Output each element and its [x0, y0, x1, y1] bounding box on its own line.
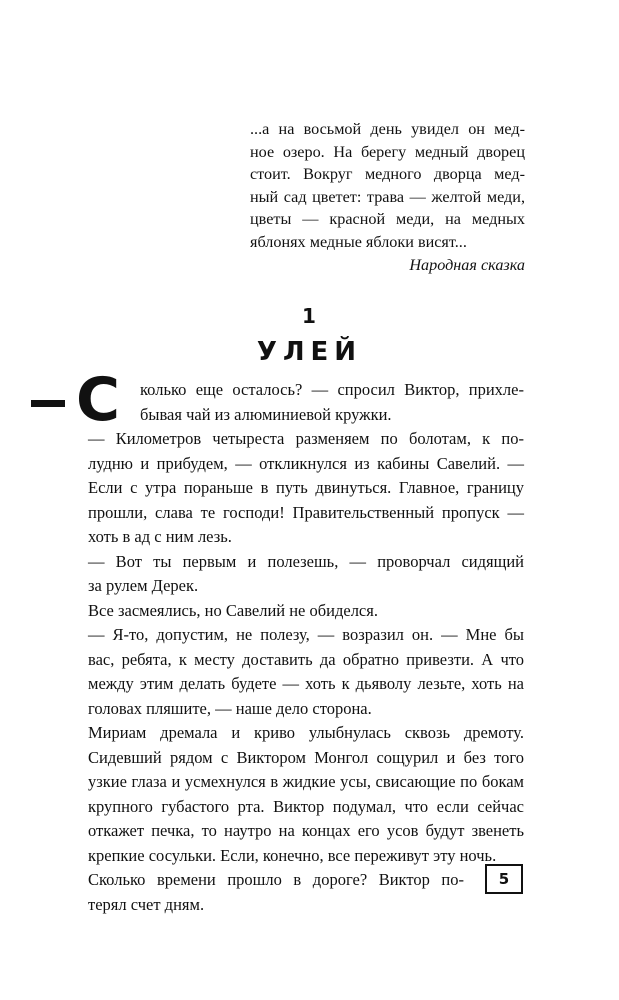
text-line: узкие глаза и усмехнулся в жидкие усы, свисающие по бокам — [88, 772, 524, 791]
text-line: Сколько времени прошло в дороге? Виктор по- — [88, 870, 464, 889]
epigraph-source: Народная сказка — [409, 255, 525, 274]
text-line: — Километров четыреста разменяем по болотам, к по- — [88, 429, 524, 448]
text-line: крупного губастого рта. Виктор подумал, что если сейчас — [88, 796, 524, 816]
epigraph-line: стоит. Вокруг медного дворца мед- — [250, 165, 525, 184]
dropcap-letter: С — [76, 365, 121, 435]
chapter-title: УЛЕЙ — [256, 337, 363, 367]
text-line: откажет печка, то наутро на концах его усов будут звенеть — [88, 821, 524, 840]
epigraph-line: яблонях медные яблоки висят... — [250, 232, 467, 251]
text-line: Все засмеялись, но Савелий не обиделся. — [88, 600, 378, 620]
epigraph — [250, 118, 525, 276]
text-line: между этим делать будете — хоть к дьяволу лезьте, хоть на — [88, 674, 524, 693]
epigraph-line: ...а на восьмой день увидел он мед- — [250, 120, 525, 138]
text-line: лудню и прибудем, — откликнулся из кабины Савелий. — — [88, 453, 524, 473]
epigraph-line: ный сад цветет: трава — желтой меди, — [250, 187, 525, 206]
chapter-number: 1 — [302, 304, 317, 328]
dropcap-dash — [31, 400, 65, 407]
text-line: — Вот ты первым и полезешь, — проворчал сидящий — [88, 551, 524, 571]
text-line: хоть в ад с ним лезь. — [88, 527, 232, 546]
epigraph-line: цветы — красной меди, на медных — [250, 210, 525, 229]
body-text — [88, 378, 524, 917]
text-line: бывая чай из алюминиевой кружки. — [140, 404, 392, 424]
text-line: вас, ребята, к месту доставить да обратно привезти. А что — [88, 649, 524, 669]
text-line: прошли, слава те господи! Правительственный пропуск — — [88, 502, 524, 522]
text-line: Мириам дремала и криво улыбнулась сквозь дремоту. — [88, 723, 524, 742]
epigraph-line: ное озеро. На берегу медный дворец — [250, 142, 525, 161]
text-line: Сидевший рядом с Виктором Монгол сощурил и без того — [88, 747, 524, 767]
text-line: колько еще осталось? — спросил Виктор, прихле- — [140, 380, 524, 399]
text-line: терял счет дням. — [88, 894, 205, 914]
text-line: крепкие сосульки. Если, конечно, все переживут эту ночь. — [88, 845, 497, 865]
text-line: за рулем Дерек. — [88, 576, 199, 595]
text-line: Если с утра пораньше в путь двинуться. Главное, границу — [88, 478, 524, 497]
text-line: головах пляшите, — наше дело сторона. — [88, 698, 372, 718]
page-number: 5 — [485, 864, 523, 894]
text-line: — Я-то, допустим, не полезу, — возразил он. — Мне бы — [88, 625, 524, 644]
